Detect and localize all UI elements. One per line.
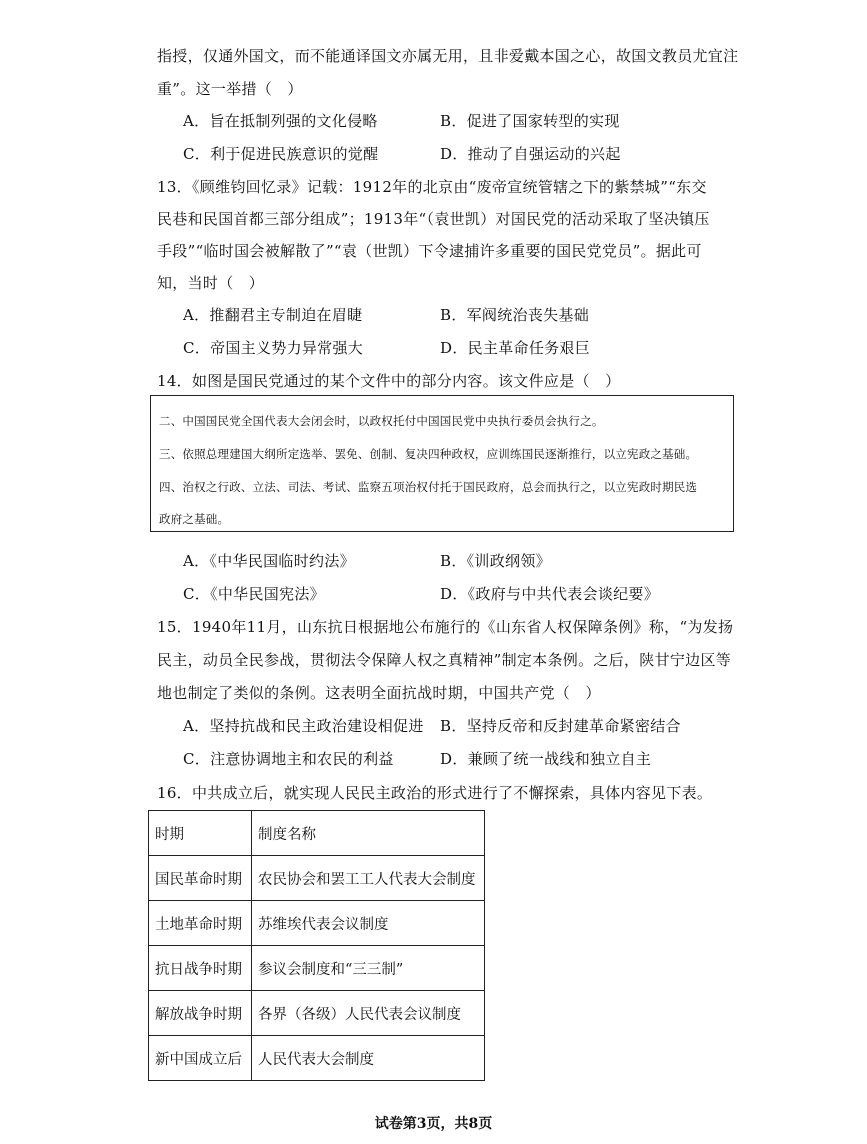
table-cell-system: 参议会制度和“三三制” [252,946,485,991]
q14-excerpt-line-2: 三、依照总理建国大纲所定选举、罢免、创制、复决四种政权，应训练国民逐渐推行，以立宪政之基础。 [159,447,698,461]
q15-option-c[interactable]: C．注意协调地主和农民的利益 [183,750,394,768]
q12-stem-line-1: 指授，仅通外国文，而不能通译国文亦属无用，且非爱戴本国之心，故国文教员尤宜注 [157,47,739,65]
table-cell-period: 新中国成立后 [149,1036,252,1081]
q15-stem-line-1: 15．1940年11月，山东抗日根据地公布施行的《山东省人权保障条例》称，“为发扬 [157,618,734,636]
q13-stem-line-2: 民巷和民国首都三部分组成”；1913年“（袁世凯）对国民党的活动采取了坚决镇压 [157,210,710,228]
q13-stem-line-1: 13．《顾维钧回忆录》记载：1912年的北京由“废帝宣统管辖之下的紫禁城”“东交 [157,178,707,196]
q13-option-c[interactable]: C．帝国主义势力异常强大 [183,339,364,357]
q14-excerpt-line-1: 二、中国国民党全国代表大会闭会时，以政权托付中国国民党中央执行委员会执行之。 [159,414,604,428]
page-footer: 试卷第3页，共8页 [374,1116,493,1132]
table-cell-system: 农民协会和罢工工人代表大会制度 [252,856,485,901]
q12-option-a[interactable]: A．旨在抵制列强的文化侵略 [183,112,378,130]
table-header-period: 时期 [149,811,252,856]
table-cell-period: 土地革命时期 [149,901,252,946]
q12-option-b[interactable]: B．促进了国家转型的实现 [440,112,620,130]
q14-option-b[interactable]: B．《训政纲领》 [440,552,551,570]
q15-option-a[interactable]: A．坚持抗战和民主政治建设相促进 [183,717,424,735]
table-cell-system: 各界（各级）人民代表会议制度 [252,991,485,1036]
q14-option-a[interactable]: A．《中华民国临时约法》 [183,552,355,570]
q14-document-excerpt-box [150,395,734,532]
q14-option-d[interactable]: D．《政府与中共代表会谈纪要》 [440,585,660,603]
table-header-system: 制度名称 [252,811,485,856]
q15-stem-line-2: 民主，动员全民参战，贯彻法令保障人权之真精神”制定本条例。之后，陕甘宁边区等 [157,651,732,669]
table-row [149,856,485,901]
q13-option-b[interactable]: B．军阀统治丧失基础 [440,306,590,324]
table-row [149,901,485,946]
table-row [149,1036,485,1081]
q16-stem: 16．中共成立后，就实现人民民主政治的形式进行了不懈探索，具体内容见下表。 [157,784,713,802]
q13-stem-line-3: 手段”“临时国会被解散了”“袁（世凯）下令逮捕许多重要的国民党党员”。据此可 [157,242,702,260]
q16-table [148,810,485,1081]
q13-option-a[interactable]: A．推翻君主专制迫在眉睫 [183,306,363,324]
table-cell-period: 抗日战争时期 [149,946,252,991]
q12-stem-line-2: 重”。这一举措（ ） [157,80,303,98]
table-header-row [149,811,485,856]
q14-excerpt-line-4: 政府之基础。 [159,512,230,526]
table-cell-period: 国民革命时期 [149,856,252,901]
q14-stem: 14．如图是国民党通过的某个文件中的部分内容。该文件应是（ ） [157,372,621,390]
q12-option-c[interactable]: C．利于促进民族意识的觉醒 [183,145,379,163]
table-cell-period: 解放战争时期 [149,991,252,1036]
table-cell-system: 人民代表大会制度 [252,1036,485,1081]
q13-option-d[interactable]: D．民主革命任务艰巨 [440,339,591,357]
table-cell-system: 苏维埃代表会议制度 [252,901,485,946]
q15-stem-line-3: 地也制定了类似的条例。这表明全面抗战时期，中国共产党（ ） [157,684,601,702]
q12-option-d[interactable]: D．推动了自强运动的兴起 [440,145,621,163]
table-row [149,991,485,1036]
q14-option-c[interactable]: C．《中华民国宪法》 [183,585,325,603]
q13-stem-line-4: 知，当时（ ） [157,274,265,292]
q15-option-b[interactable]: B．坚持反帝和反封建革命紧密结合 [440,717,681,735]
table-row [149,946,485,991]
q14-excerpt-line-3: 四、治权之行政、立法、司法、考试、监察五项治权付托于国民政府，总会而执行之，以立宪政时期民选 [159,480,698,494]
q15-option-d[interactable]: D．兼顾了统一战线和独立自主 [440,750,652,768]
